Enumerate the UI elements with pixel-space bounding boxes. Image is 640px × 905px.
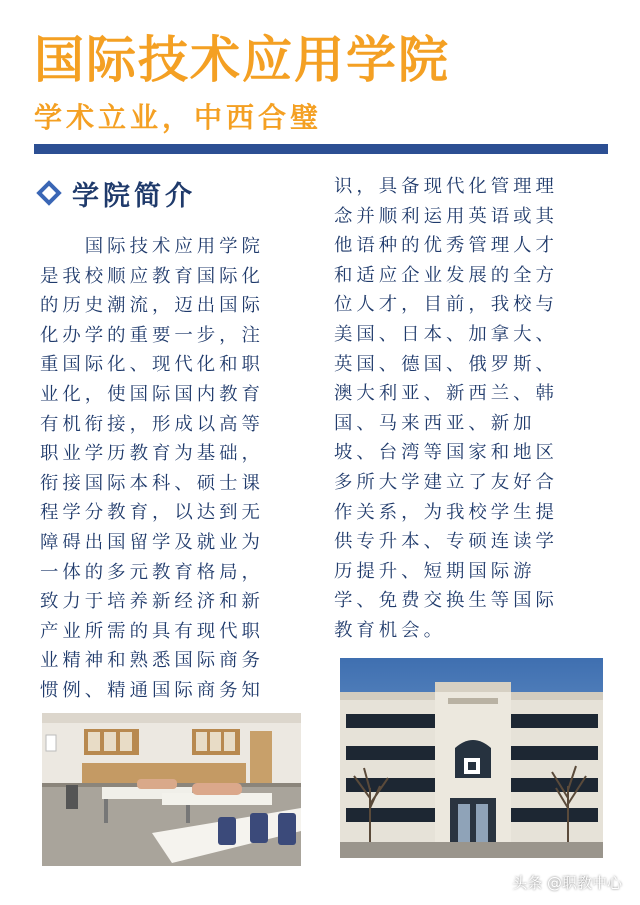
text-line: 和适应企业发展的全方 [334,264,558,286]
section-title: 学院简介 [72,180,196,212]
page-title: 国际技术应用学院 [34,31,450,89]
text-line: 业化，使国际国内教育 [40,383,264,405]
text-line: 澳大利亚、新西兰、韩 [334,383,558,405]
text-line: 国际技术应用学院 [40,236,264,257]
classroom-illustration [42,713,301,866]
text-line: 程学分教育，以达到无 [40,502,264,524]
text-line: 有机衔接，形成以高等 [40,413,264,435]
text-line: 障碍出国留学及就业为 [40,531,264,553]
header-divider [34,144,608,154]
building-illustration [340,658,603,858]
text-line: 是我校顺应教育国际化 [40,265,264,287]
text-line: 作关系，为我校学生提 [334,501,558,523]
text-line: 重国际化、现代化和职 [40,354,264,376]
text-line: 的历史潮流，迈出国际 [40,295,264,317]
text-line: 他语种的优秀管理人才 [334,235,558,257]
campus-building-photo [340,658,603,858]
text-line: 多所大学建立了友好合 [334,471,558,493]
text-line: 历提升、短期国际游 [334,560,536,582]
text-line: 英国、德国、俄罗斯、 [334,353,558,375]
text-line: 学、免费交换生等国际 [334,590,558,612]
intro-column-left [40,232,310,706]
text-line: 识，具备现代化管理理 [334,176,558,197]
text-line: 衔接国际本科、硕士课 [40,472,264,494]
text-line: 致力于培养新经济和新 [40,591,264,613]
classroom-photo [42,713,301,866]
text-line: 惯例、精通国际商务知 [40,679,264,701]
text-line: 产业所需的具有现代职 [40,620,264,642]
text-line: 教育机会。 [334,619,446,641]
text-line: 美国、日本、加拿大、 [334,323,558,345]
text-line: 供专升本、专硕连读学 [334,531,558,553]
intro-column-right [334,172,609,646]
text-line: 职业学历教育为基础， [40,443,264,465]
diamond-icon [36,180,61,205]
text-line: 坡、台湾等国家和地区 [334,442,558,464]
page-subtitle: 学术立业，中西合璧 [34,101,323,134]
text-line: 念并顺利运用英语或其 [334,205,558,227]
text-line: 业精神和熟悉国际商务 [40,650,264,672]
text-line: 位人才，目前，我校与 [334,294,558,316]
watermark: 头条 @职教中心 [512,874,622,892]
section-heading [34,173,196,213]
text-line: 国、马来西亚、新加 [334,412,536,434]
text-line: 一体的多元教育格局， [40,561,264,583]
text-line: 化办学的重要一步，注 [40,324,264,346]
